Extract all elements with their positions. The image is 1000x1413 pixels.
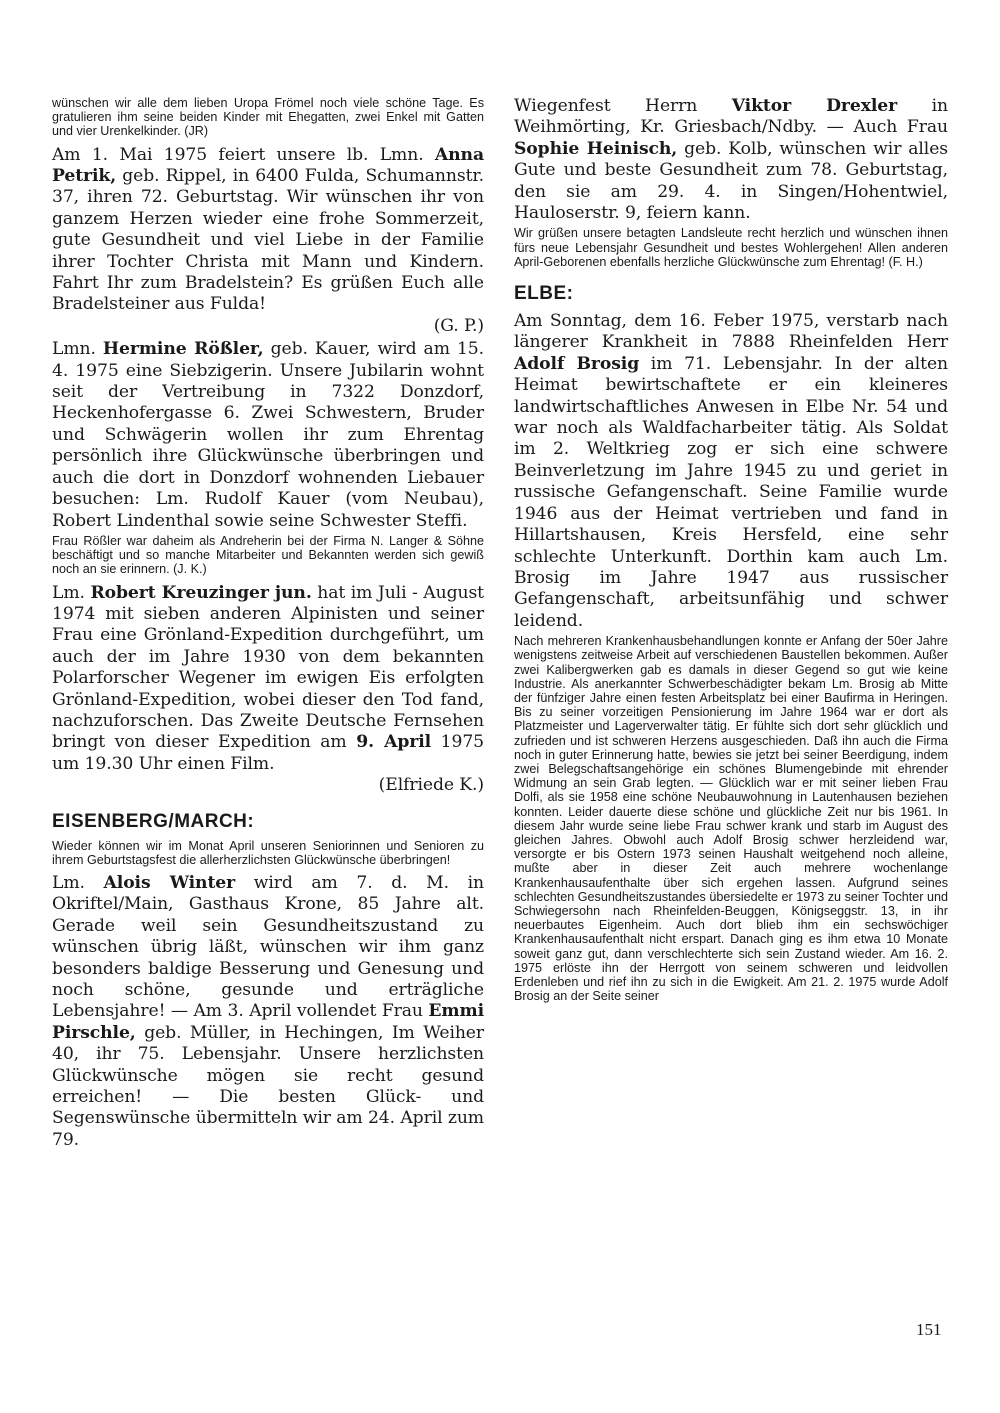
name-robert-kreuzinger: Robert Kreuzinger jun.	[90, 582, 312, 603]
paragraph-greetings: Wir grüßen unsere betagten Landsleute recht herzlich und wünschen ihnen fürs neue Lebensjahr Gesundheit und bestes Wohlergehen! Allen anderen April-Geborenen ebenfalls herzliche Glückwünsche zum Ehrentag! (F. H.)	[514, 226, 948, 269]
paragraph-eisenberg-intro: Wieder können wir im Monat April unseren Seniorinnen und Senioren zu ihrem Geburtstagsfest die allerherzlichsten Glückwünsche überbringen!	[52, 838, 484, 867]
name-sophie-heinisch: Sophie Heinisch,	[514, 138, 678, 159]
name-hermine-roessler: Hermine Rößler,	[102, 339, 264, 360]
paragraph-anna-petrik	[52, 145, 484, 338]
text-span: wird am 7. d. M. in Okriftel/Main, Gasthaus Krone, 85 Jahre alt. Gerade weil sein Gesundheitszustand zu wünschen übrig läßt, wünschen wir ihm ganz besonders baldige Besserung und Genesung und noch schöne, gesunde und erträgliche Lebensjahre! — Am 3. April vollendet Frau	[52, 873, 485, 1022]
right-column	[514, 96, 948, 1009]
name-alois-winter: Alois Winter	[103, 873, 236, 893]
name-adolf-brosig: Adolf Brosig	[514, 353, 640, 374]
name-anna-petrik: Anna Petrik,	[52, 144, 484, 187]
text-span: geb. Kauer, wird am 15. 4. 1975 eine Siebzigerin. Unsere Jubilarin wohnt seit der Vertreibung in 7322 Donzdorf, Heckenhofergasse 6. Zwei Schwestern, Bruder und Schwägerin wollen ihr zum Ehrentag persönlich ihre Glückwünsche überbringen und auch die dort in Donzdorf wohnenden Liebauer besuchen: Lm. Rudolf Kauer (vom Neubau), Robert Lindenthal sowie seine Schwester Steffi.	[52, 339, 484, 531]
paragraph-roessler-note: Frau Rößler war daheim als Andreherin bei der Firma N. Langer & Söhne beschäftigt und so manche Mitarbeiter und Bekannten werden sich gewiß noch an sie erinnern. (J. K.)	[52, 533, 484, 577]
page-number: 151	[916, 1320, 942, 1339]
paragraph-robert-kreuzinger	[52, 583, 484, 797]
paragraph-viktor-drexler	[514, 96, 948, 224]
paragraph-adolf-brosig	[514, 311, 948, 632]
text-span: im 71. Lebensjahr. In der alten Heimat bewirtschaftete er ein kleineres landwirtschaftliches Anwesen in Elbe Nr. 54 und war noch als Waldfacharbeiter tätig. Als Soldat im 2. Weltkrieg zog er sich eine schwere Beinverletzung im Jahre 1945 zu und geriet in russische Gefangenschaft. Seine Familie wurde 1946 aus der Heimat vertrieben und fand in Hillartshausen, Kreis Hersfeld, eine sehr schlechte Unterkunft. Dorthin kam auch Lm. Brosig im Jahre 1947 aus russischer Gefangenschaft, arbeitsunfähig und schwer leidend.	[514, 353, 949, 631]
paragraph-hermine-roessler	[52, 339, 484, 532]
text-span: Wiegenfest Herrn	[514, 96, 732, 116]
text-span: hat im Juli - August 1974 mit sieben anderen Alpinisten und seiner Frau eine Grönland-Expedition durchgeführt, um auch der im Jahre 1930 von dem bekannten Polarforscher Wegener im ewigen Eis erfolgten Grönland-Expedition, wobei dieser den Tod fand, nachzuforschen. Das Zweite Deutsche Fernsehen bringt von dieser Expedition am	[52, 582, 484, 753]
section-heading-eisenberg: EISENBERG/MARCH:	[52, 810, 255, 832]
signature: (Elfriede K.)	[378, 775, 484, 796]
text-span: in Weihmörting, Kr. Griesbach/Ndby. — Auch Frau	[514, 96, 948, 138]
text-span: Lm.	[52, 582, 91, 603]
text-span: geb. Müller, in Hechingen, Im Weiher 40, ihr 75. Lebensjahr. Unsere herzlichsten Glückwünsche mögen sie recht gesund erreichen! — Die besten Glück- und Segenswünsche übermitteln wir am 24. April zum 79.	[52, 1022, 484, 1150]
text-span: geb. Rippel, in 6400 Fulda, Schumannstr. 37, ihren 72. Geburtstag. Wir wünschen ihr von ganzem Herzen wieder eine frohe Sommerzeit, gute Gesundheit und viel Liebe in der Familie ihrer Tochter Christa mit Mann und Kindern. Fahrt Ihr zum Bradelstein? Es grüßen Euch alle Bradelsteiner aus Fulda!	[52, 166, 484, 315]
paragraph-brosig-biography: Nach mehreren Krankenhausbehandlungen konnte er Anfang der 50er Jahre wenigstens zeitweise Arbeit auf verschiedenen Baustellen bekommen. Außer zwei Kalibergwerken gab es damals in dieser Gegend so gut wie keine Industrie. Als anerkannter Schwerbeschädigter bekam Lm. Brosig ab Mitte der fünfziger Jahre einen festen Arbeitsplatz bei einer Baufirma in Heringen. Bis zu seiner vorzeitigen Pensionierung im Jahre 1964 war er dort als Platzmeister und Lagerverwalter tätig. Er fühlte sich dort sehr glücklich und zufrieden und ist schweren Herzens ausgeschieden. Daß ihn auch die Firma noch in guter Erinnerung hatte, bewies sie jetzt bei seiner Beerdigung, indem zwei Belegschaftsangehörige ein schönes Blumengebinde mit ehrender Widmung an sein Grab legten. — Glücklich war er mit seiner lieben Frau Dolfi, als sie 1958 eine schöne Neubauwohnung in Lautenhausen beziehen konnten. Leider dauerte diese schöne und glückliche Zeit nur bis 1961. In diesem Jahr wurde seine liebe Frau schwer krank und starb im August des gleichen Jahres. Obwohl auch Adolf Brosig schwer herzleidend war, versorgte er bis Ostern 1973 seinen Haushalt weitgehend noch alleine, mußte aber in dieser Zeit auch mehrere wochenlange Krankenhausaufenthalte über sich ergehen lassen. Aufgrund seines schlechten Gesundheitszustandes übersiedelte er 1973 zu seiner Tochter und Schwiegersohn nach Rheinfelden-Beuggen, Königseggstr. 13, in ihr neuerbautes Eigenheim. Auch dort blieb ihm ein sechswöchiger Krankenhausaufenthalt nicht erspart. Danach ging es ihm etwa 10 Monate soweit ganz gut, dann verschlechterte sich sein Zustand wieder. Am 16. 2. 1975 erlöste ihn der Herrgott von seinem schweren und leidvollen Erdenleben und rief ihn zu sich in die Ewigkeit. Am 21. 2. 1975 wurde Adolf Brosig an der Seite seiner	[514, 634, 948, 1004]
text-span: 1975 um 19.30 Uhr einen Film.	[52, 732, 484, 774]
name-viktor-drexler: Viktor Drexler	[731, 96, 898, 116]
signature: (G. P.)	[433, 315, 484, 336]
text-span: Lm.	[52, 873, 104, 893]
paragraph-alois-winter	[52, 873, 484, 1151]
left-column	[52, 96, 484, 1153]
section-heading-elbe: ELBE:	[514, 283, 574, 305]
text-span: Lmn.	[52, 339, 103, 360]
date-highlight: 9. April	[356, 732, 432, 753]
text-span: geb. Kolb, wünschen wir alles Gute und beste Gesundheit zum 78. Geburtstag, den sie am 29. 4. in Singen/Hohentwiel, Hauloserstr. 9, feiern kann.	[514, 138, 948, 224]
name-emmi-pirschle: Emmi Pirschle,	[52, 1001, 484, 1043]
text-span: Am Sonntag, dem 16. Feber 1975, verstarb nach längerer Krankheit in 7888 Rheinfelden Herr	[514, 311, 948, 353]
paragraph-frömel: wünschen wir alle dem lieben Uropa Frömel noch viele schöne Tage. Es gratulieren ihm seine beiden Kinder mit Ehegatten, zwei Enkel mit Gatten und vier Urenkelkinder. (JR)	[52, 96, 484, 139]
text-span: Am 1. Mai 1975 feiert unsere lb. Lmn.	[52, 144, 435, 165]
